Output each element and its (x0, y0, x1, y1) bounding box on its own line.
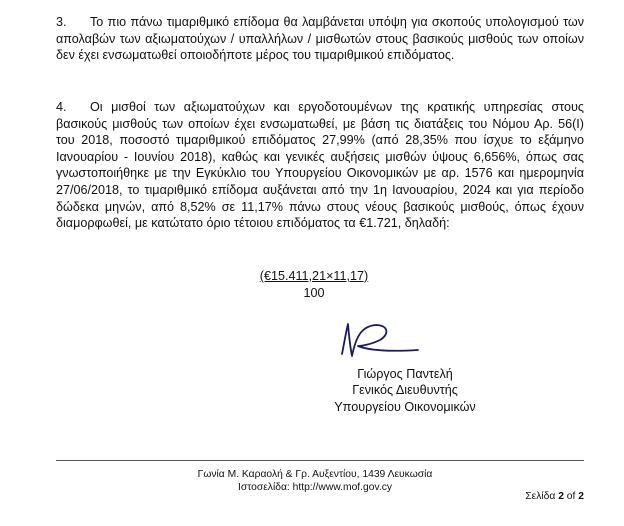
paragraph-number: 3. (56, 15, 67, 29)
page-total: 2 (578, 491, 584, 502)
formula-denominator: 100 (303, 285, 325, 300)
paragraph-text: Οι μισθοί των αξιωματούχων και εργοδοτουμένων της κρατικής υπηρεσίας στους βασικούς μισθούς των οποίων έχει ενσωματωθεί, με βάση τις διατάξεις του Νόμου Αρ. 56(Ι) του 2018, ποσοστό τιμαριθμικού επιδόματος 27,99% (από 28,35% που ίσχυε το εξάμηνο Ιανουαρίου - Ιουνίου 2018), καθώς και γενικές αυξήσεις μισθών ύψους 6,656%, όπως σας γνωστοποιήθηκε με την Εγκύκλιο του Υπουργείου Οικονομικών με αρ. 1576 και ημερομηνία 27/06/2018, το τιμαριθμικό επίδομα αυξάνεται από την 1η Ιανουαρίου, 2024 και για περίοδο δώδεκα μηνών, από 8,52% σε 11,17% πάνω στους νέους βασικούς μισθούς, όπως έχουν διαμορφωθεί, με κατώτατο όριο τέτοιου επιδόματος τα €1.721, δηλαδή: (56, 100, 584, 231)
footer-address: Γωνία Μ. Καραολή & Γρ. Αυξεντίου, 1439 Λευκωσία (197, 469, 433, 480)
page-current: 2 (558, 491, 564, 502)
paragraph-number: 4. (56, 100, 67, 114)
page-of: of (566, 491, 576, 502)
formula-numerator: (€15.411,21×11,17) (259, 269, 369, 283)
paragraph-3 (56, 14, 584, 64)
paragraph-text: Το πιο πάνω τιμαριθμικό επίδομα θα λαμβάνεται υπόψη για σκοπούς υπολογισμού των απολαβών των αξιωματούχων / υπαλλήλων / μισθωτών στους βασικούς μισθούς των οποίων δεν έχει ενσωματωθεί οποιοδήποτε μέρος του τιμαριθμικού επιδόματος. (56, 15, 584, 63)
signature-block (320, 366, 490, 415)
paragraph-4 (56, 99, 584, 232)
signer-ministry: Υπουργείου Οικονομικών (334, 399, 476, 414)
formula (250, 268, 378, 301)
page-label: Σελίδα (525, 491, 556, 502)
footer (160, 468, 470, 494)
footer-divider (56, 460, 584, 461)
signer-name: Γιώργος Παντελή (357, 367, 453, 381)
page-number (525, 491, 584, 502)
signer-title: Γενικός Διευθυντής (352, 383, 458, 398)
handwritten-signature (332, 316, 422, 366)
footer-website: Ιστοσελίδα: http://www.mof.gov.cy (237, 482, 393, 493)
